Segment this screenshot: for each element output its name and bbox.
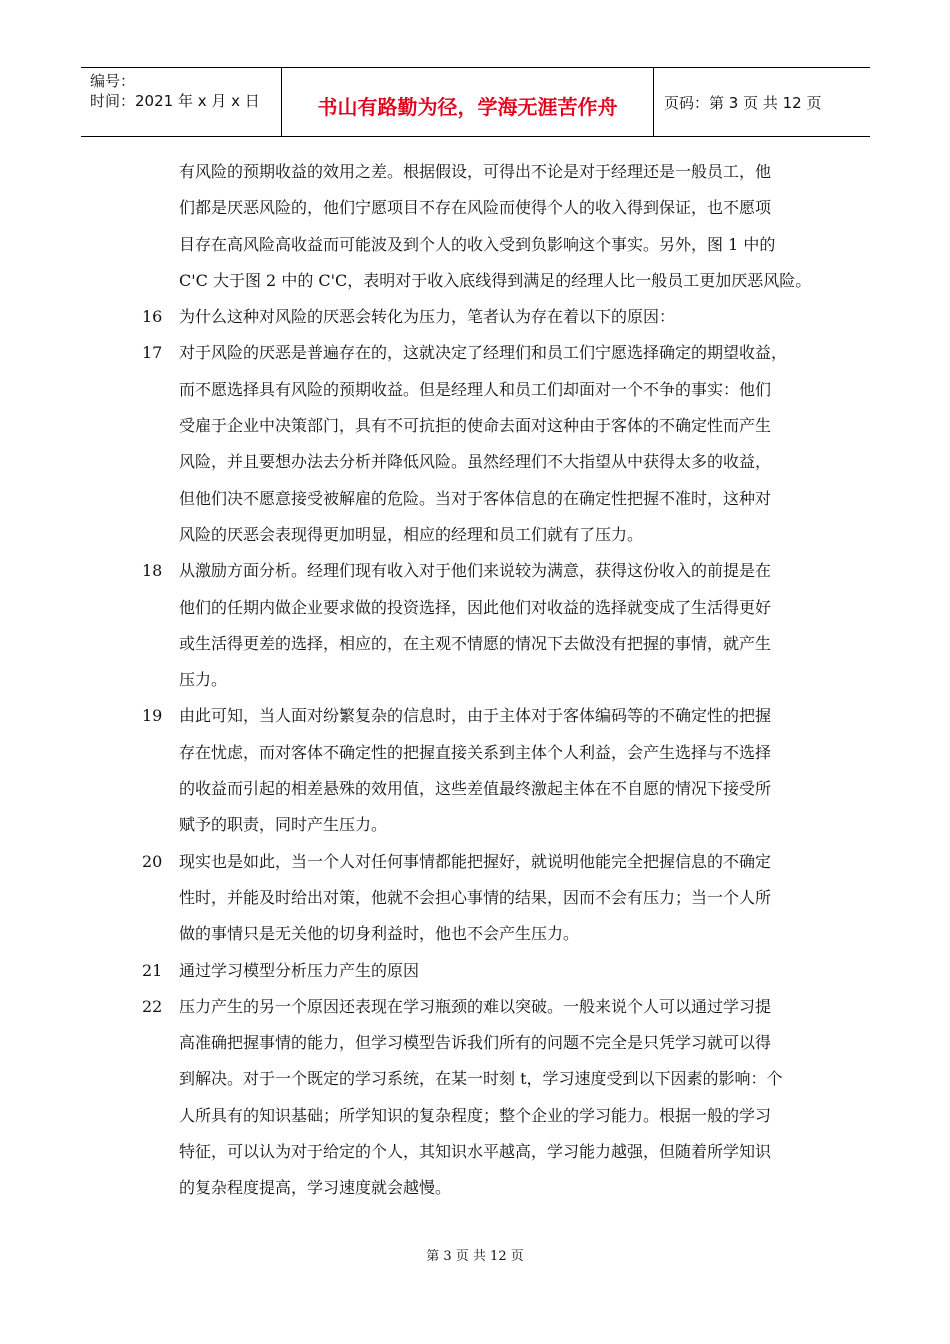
text-line	[0, 154, 950, 190]
document-body	[0, 154, 950, 1207]
text-line	[0, 299, 950, 335]
header-meta	[81, 68, 282, 136]
line-text: 但他们决不愿意接受被解雇的危险。当对于客体信息的在确定性把握不准时，这种对	[179, 488, 772, 508]
line-text: 有风险的预期收益的效用之差。根据假设，可得出不论是对于经理还是一般员工，他	[179, 162, 772, 181]
line-text: 们都是厌恶风险的，他们宁愿项目不存在风险而使得个人的收入得到保证，也不愿项	[179, 198, 772, 218]
line-text: 特征，可以认为对于给定的个人，其知识水平越高，学习能力越强，但随着所学知识	[179, 1142, 772, 1162]
line-text: 到解决。对于一个既定的学习系统，在某一时刻 t，学习速度受到以下因素的影响：个	[179, 1069, 783, 1089]
text-line	[0, 372, 950, 408]
line-text: 或生活得更差的选择，相应的，在主观不情愿的情况下去做没有把握的事情，就产生	[179, 633, 772, 653]
date-label: 时间：2021 年 x 月 x 日	[90, 92, 260, 110]
line-text: 受雇于企业中决策部门，具有不可抗拒的使命去面对这种由于客体的不确定性而产生	[179, 416, 772, 436]
text-line	[0, 1061, 950, 1097]
text-line	[0, 190, 950, 226]
text-line	[0, 953, 950, 989]
line-text: 而不愿选择具有风险的预期收益。但是经理人和员工们却面对一个不争的事实：他们	[179, 379, 772, 399]
line-text: 存在忧虑，而对客体不确定性的把握直接关系到主体个人利益，会产生选择与不选择	[179, 742, 772, 762]
paragraph-number: 16	[142, 307, 163, 327]
text-line	[0, 553, 950, 589]
line-text: 做的事情只是无关他的切身利益时，他也不会产生压力。	[179, 924, 580, 944]
line-text: 由此可知，当人面对纷繁复杂的信息时，由于主体对于客体编码等的不确定性的把握	[179, 706, 772, 726]
line-text: 风险，并且要想办法去分析并降低风险。虽然经理们不大指望从中获得太多的收益，	[179, 452, 772, 472]
line-text: 风险的厌恶会表现得更加明显，相应的经理和员工们就有了压力。	[179, 524, 644, 544]
line-text: 为什么这种对风险的厌恶会转化为压力，笔者认为存在着以下的原因：	[179, 307, 676, 327]
paragraph-number: 20	[142, 851, 163, 871]
line-text: 人所具有的知识基础；所学知识的复杂程度；整个企业的学习能力。根据一般的学习	[179, 1105, 772, 1125]
line-text: 的收益而引起的相差悬殊的效用值，这些差值最终激起主体在不自愿的情况下接受所	[179, 779, 772, 799]
text-line	[0, 771, 950, 807]
paragraph-number: 18	[142, 561, 163, 581]
text-line	[0, 335, 950, 371]
text-line	[0, 1134, 950, 1170]
line-text: 从激励方面分析。经理们现有收入对于他们来说较为满意，获得这份收入的前提是在	[179, 561, 772, 581]
number-label: 编号：	[90, 72, 136, 90]
paragraph-number: 17	[142, 343, 163, 363]
text-line	[0, 1025, 950, 1061]
text-line	[0, 1170, 950, 1206]
text-line	[0, 481, 950, 517]
text-line	[0, 807, 950, 843]
line-text: 的复杂程度提高，学习速度就会越慢。	[179, 1178, 452, 1198]
text-line	[0, 626, 950, 662]
text-line	[0, 916, 950, 952]
line-text: 赋予的职责，同时产生压力。	[179, 815, 388, 835]
line-text: C'C 大于图 2 中的 C'C，表明对于收入底线得到满足的经理人比一般员工更加厌恶风险。	[179, 270, 812, 290]
line-text: 通过学习模型分析压力产生的原因	[179, 960, 420, 980]
text-line	[0, 517, 950, 553]
paragraph-number: 21	[142, 960, 163, 980]
page-footer: 第 3 页 共 12 页	[426, 1249, 524, 1264]
text-line	[0, 227, 950, 263]
page-header	[81, 67, 870, 137]
line-text: 压力产生的另一个原因还表现在学习瓶颈的难以突破。一般来说个人可以通过学习提	[179, 996, 772, 1016]
line-text: 现实也是如此，当一个人对任何事情都能把握好，就说明他能完全把握信息的不确定	[179, 851, 772, 871]
line-text: 压力。	[179, 670, 228, 690]
text-line	[0, 662, 950, 698]
text-line	[0, 735, 950, 771]
line-text: 目存在高风险高收益而可能波及到个人的收入受到负影响这个事实。另外，图 1 中的	[179, 234, 776, 254]
text-line	[0, 1098, 950, 1134]
text-line	[0, 590, 950, 626]
text-line	[0, 844, 950, 880]
line-text: 性时，并能及时给出对策，他就不会担心事情的结果，因而不会有压力；当一个人所	[179, 887, 772, 907]
text-line	[0, 444, 950, 480]
paragraph-number: 19	[142, 706, 163, 726]
line-text: 对于风险的厌恶是普遍存在的，这就决定了经理们和员工们宁愿选择确定的期望收益，	[179, 343, 788, 363]
header-page-info: 页码：第 3 页 共 12 页	[664, 93, 822, 112]
text-line	[0, 989, 950, 1025]
text-line	[0, 263, 950, 299]
text-line	[0, 408, 950, 444]
text-line	[0, 698, 950, 734]
header-motto: 书山有路勤为径，学海无涯苦作舟	[282, 68, 654, 136]
paragraph-number: 22	[142, 996, 163, 1016]
line-text: 高准确把握事情的能力，但学习模型告诉我们所有的问题不完全是只凭学习就可以得	[179, 1033, 772, 1053]
line-text: 他们的任期内做企业要求做的投资选择，因此他们对收益的选择就变成了生活得更好	[179, 597, 772, 617]
text-line	[0, 880, 950, 916]
